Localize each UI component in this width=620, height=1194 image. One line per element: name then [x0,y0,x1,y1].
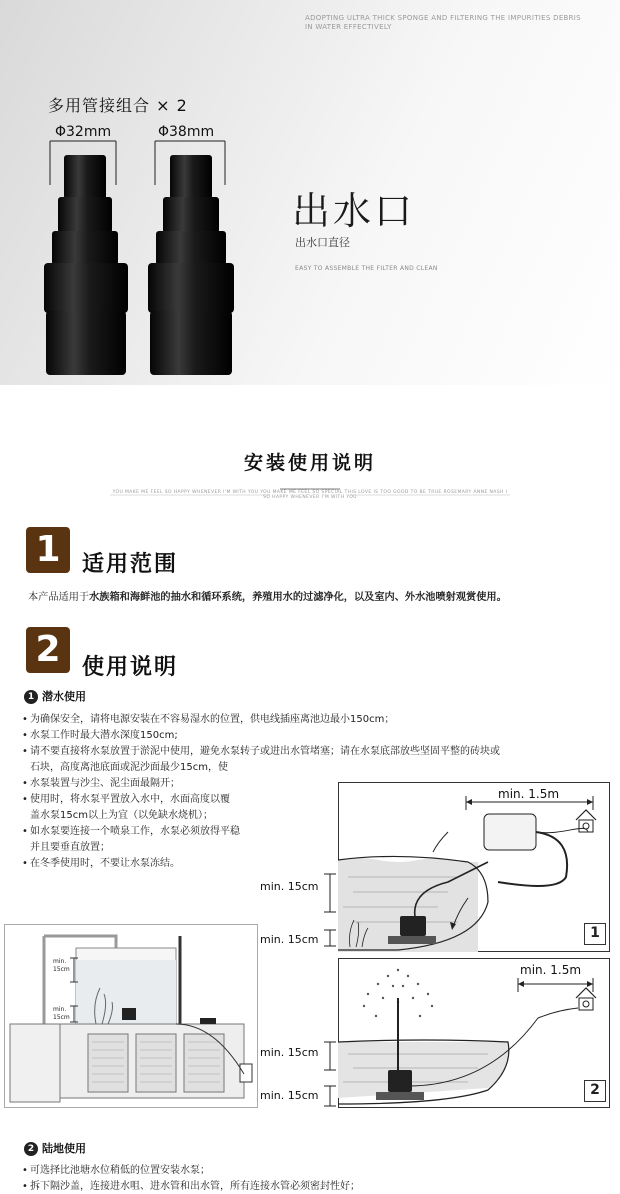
bullet-5: • 使用时，将水泵平置放入水中，水面高度以覆 [30,792,230,807]
tank-depth-label-a [53,958,70,974]
land-bullet-2: • 拆下隔沙盖，连接进水咀、进水管和出水管，所有连接水管必须密封性好； [30,1179,360,1194]
section-1-heading: 适用范围 [82,552,179,577]
diameter-left-label: Φ32mm [55,124,112,140]
bullet-3-cont: 石块，高度离池底面或泥沙面最少15cm，使 [30,762,228,773]
fig1-depth-label-b: min. 15cm [260,933,319,946]
section-1-badge: 1 [26,527,70,573]
sub-1-label: 潜水使用 [42,690,86,703]
aquarium-cabinet-diagram [4,924,258,1108]
hero-eng-caption: EASY TO ASSEMBLE THE FILTER AND CLEAN [295,265,438,272]
instructions-title: 安装使用说明 [243,452,376,474]
fig2-number: 2 [584,1080,606,1102]
fig1-depth-markers [320,872,340,950]
bullet-6: • 如水泵要连接一个喷泉工作，水泵必须放得平稳 [30,824,240,839]
combo-label: 多用管接组合 × 2 [48,96,188,115]
sub-2-number: 2 [24,1142,38,1156]
tank-depth-b-line2: 15cm [53,1014,70,1021]
fig1-distance-label: min. 1.5m [498,787,560,801]
section-1-text [28,588,507,603]
sub-1-number: 1 [24,690,38,704]
tank-depth-a-line2: 15cm [53,966,70,973]
section-2-heading: 使用说明 [82,655,179,680]
diameter-right-label: Φ38mm [158,124,215,140]
tank-depth-a-line1: min. [53,958,67,965]
hero-banner [0,0,620,385]
bullet-3: • 请不要直接将水泵放置于淤泥中使用，避免水泵转子或进出水管堵塞；请在水泵底部放些坚固平整的砖块或 [30,744,500,759]
decorative-caption: YOU MAKE ME FEEL SO HAPPY WHENEVER I'M WITH YOU YOU MAKE ME FEEL SO SPECIAL THIS LOVE IS TOO GOOD TO BE TRUE ROSEMARY ANNE NASH I SO HAPPY WHENEVER I'M WITH YOU [112,490,508,500]
sub-heading-submersible [24,688,86,704]
hero-subtitle: 出水口直径 [295,236,350,249]
hero-caption-line1: ADOPTING ULTRA THICK SPONGE AND FILTERING THE IMPURITIES DEBRIS [305,14,581,22]
fig1-depth-label-a: min. 15cm [260,880,319,893]
section-1-text-prefix: 本产品适用于 [28,592,90,603]
tank-depth-b-line1: min. [53,1006,67,1013]
bullet-2: • 水泵工作时最大潜水深度150cm; [30,728,178,743]
diagram-2-fountain [338,958,610,1108]
fig2-distance-label: min. 1.5m [520,963,582,977]
land-bullet-1: • 可选择比池塘水位稍低的位置安装水泵； [30,1163,210,1178]
section-2-badge: 2 [26,627,70,673]
hero-title: 出水口 [292,189,416,233]
bullet-5-cont: 盖水泵15cm以上为宜（以免缺水烧机）； [30,810,213,821]
fig2-depth-label-b: min. 15cm [260,1089,319,1102]
bullet-4: • 水泵装置与沙尘、泥尘面最隔开； [30,776,180,791]
bullet-6-cont: 并且要垂直放置； [30,842,110,853]
bullet-7: • 在冬季使用时，不要让水泵冻结。 [30,856,180,871]
sub-2-label: 陆地使用 [42,1142,86,1155]
fig2-depth-label-a: min. 15cm [260,1046,319,1059]
section-1-text-bold: 水族箱和海鲜池的抽水和循环系统，养殖用水的过滤净化，以及室内、外水池喷射观赏使用。 [89,592,507,603]
diagram-1-pond [338,782,610,952]
pipe-connectors-image [30,125,250,380]
bullet-1: • 为确保安全，请将电源安装在不容易湿水的位置，供电线插座离池边最小150cm； [30,712,394,727]
fig2-depth-markers [320,1040,340,1110]
hero-caption-line2: IN WATER EFFECTIVELY [305,23,392,31]
fig1-number: 1 [584,923,606,945]
tank-depth-label-b [53,1006,70,1022]
hero-top-caption [305,14,581,32]
sub-heading-land [24,1140,86,1156]
